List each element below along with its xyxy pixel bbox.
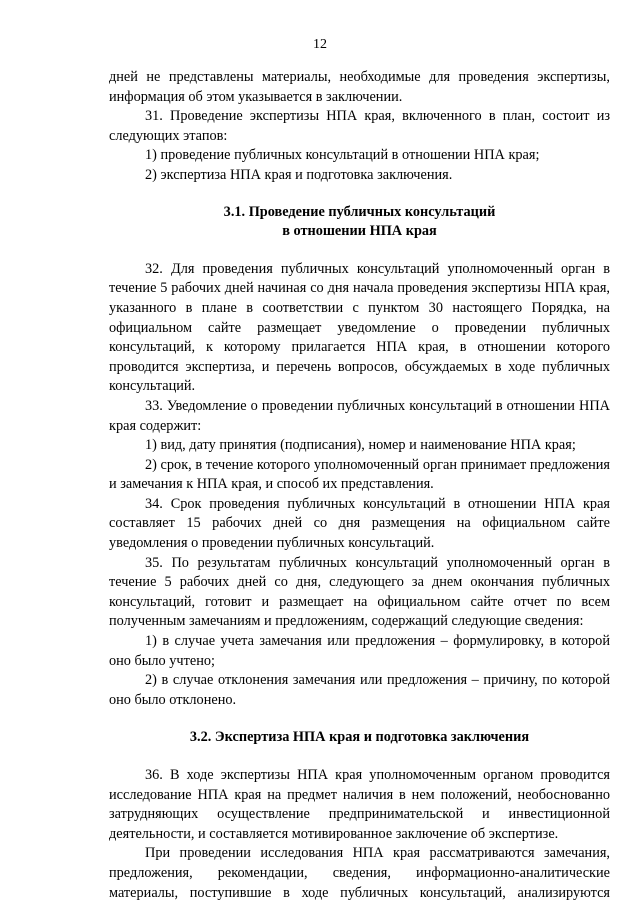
page-number: 12 (313, 37, 327, 52)
list-item-33-1: 1) вид, дату принятия (подписания), номер и наименование НПА края; (145, 437, 576, 454)
list-item-stage-2: 2) экспертиза НПА края и подготовка заключения. (145, 166, 453, 183)
paragraph-35: 35. По результатам публичных консультаций уполномоченный орган в течение 5 рабочих дней со дня, следующего за днем окончания публичных консультаций, готовит и размещает на официальном сайте отчет по всем полученным замечаниям и предложениям, содержащий следующие сведения: (109, 554, 610, 630)
list-item-stage-1: 1) проведение публичных консультаций в отношении НПА края; (145, 147, 540, 164)
paragraph-32: 32. Для проведения публичных консультаций уполномоченный орган в течение 5 рабочих дней начиная со дня начала проведения экспертизы НПА края, указанного в плане в соответствии с пунктом 30 настоящего Порядка, на официальном сайте размещает уведомление о проведении публичных консультаций, к которому прилагается НПА края, в отношении которого проводится экспертиза, и перечень вопросов, обсуждаемых в ходе публичных консультаций. (109, 260, 610, 395)
section-heading-3-1-line2: в отношении НПА края (282, 223, 437, 240)
paragraph-36: 36. В ходе экспертизы НПА края уполномоченным органом проводится исследование НПА края на предмет наличия в нем положений, необоснованно затрудняющих осуществление предпринимательской и инвестиционной деятельности, и составляется мотивированное заключение об экспертизе. (109, 767, 610, 842)
paragraph-33: 33. Уведомление о проведении публичных консультаций в отношении НПА края содержит: (109, 397, 610, 434)
document-body (109, 68, 610, 903)
list-item-35-2: 2) в случае отклонения замечания или предложения – причину, по которой оно было отклонено. (109, 672, 610, 708)
paragraph-continuation: дней не представлены материалы, необходимые для проведения экспертизы, информация об этом указывается в заключении. (109, 69, 610, 105)
list-item-35-1: 1) в случае учета замечания или предложения – формулировку, в которой оно было учтено; (109, 633, 610, 669)
section-heading-3-1-line1: 3.1. Проведение публичных консультаций (223, 203, 496, 220)
section-heading-3-2: 3.2. Экспертиза НПА края и подготовка заключения (189, 729, 530, 746)
paragraph-31: 31. Проведение экспертизы НПА края, включенного в план, состоит из следующих этапов: (109, 108, 610, 144)
paragraph-36-continuation: При проведении исследования НПА края рассматриваются замечания, предложения, рекомендации, сведения, информационно-аналитические материалы, поступившие в ходе публичных консультаций, анализируются (109, 845, 610, 901)
section-heading-3-1 (109, 203, 610, 242)
list-item-33-2: 2) срок, в течение которого уполномоченный орган принимает предложения и замечания к НПА края, и способ их представления. (109, 456, 610, 493)
paragraph-34: 34. Срок проведения публичных консультаций в отношении НПА края составляет 15 рабочих дней со дня размещения на официальном сайте уведомления о проведении публичных консультаций. (109, 495, 610, 552)
